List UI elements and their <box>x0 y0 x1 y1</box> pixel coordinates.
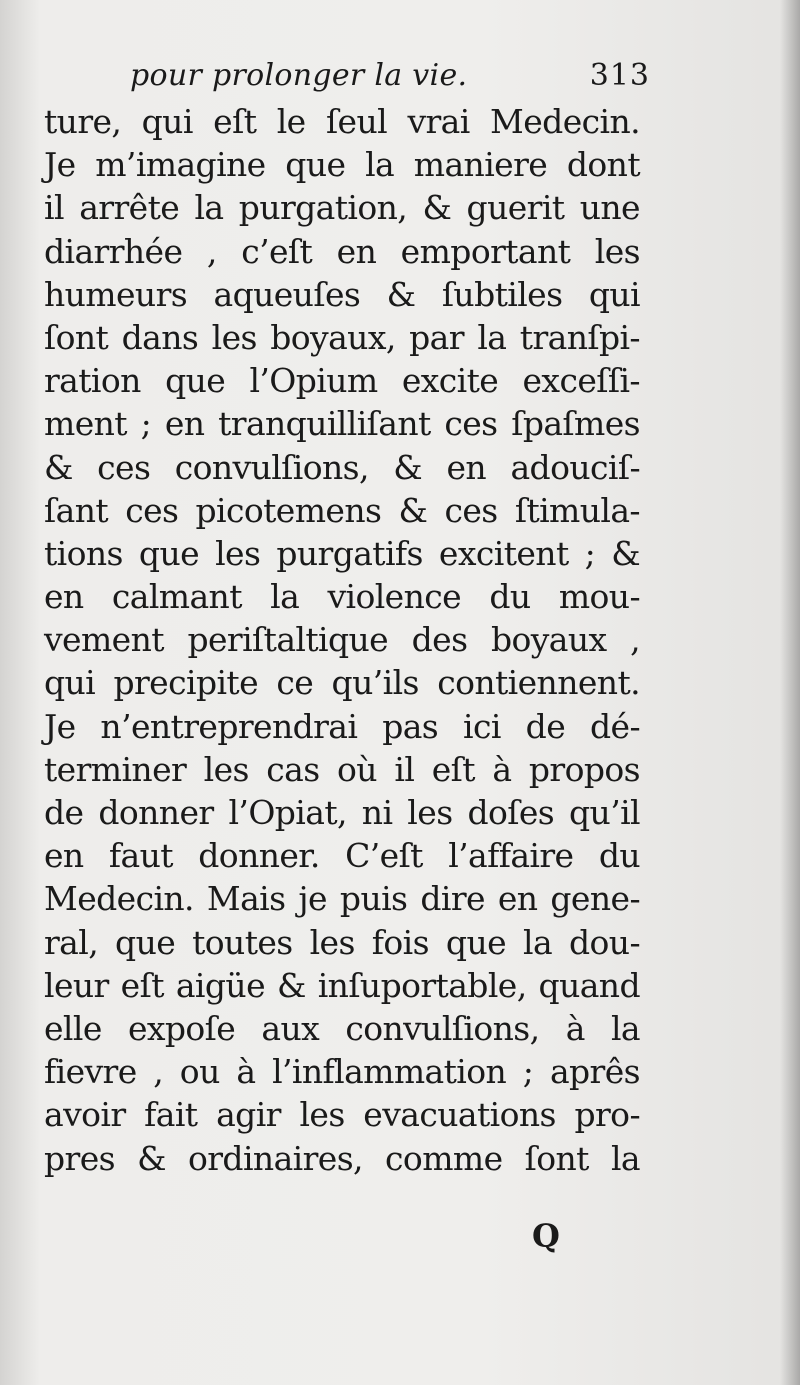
text-line: ment ; en tranquilliſant ces ſpaſmes <box>44 404 640 444</box>
text-line: ration que l’Opium excite exceſſi- <box>44 361 640 401</box>
text-line: qui precipite ce qu’ils contiennent. <box>44 663 640 703</box>
text-line: humeurs aqueuſes & ſubtiles qui <box>44 274 640 314</box>
text-line: ral, que toutes les fois que la dou- <box>44 922 640 962</box>
text-line: Je n’entreprendrai pas ici de dé- <box>44 706 640 746</box>
page-edge-shadow <box>780 0 800 1385</box>
text-line: avoir fait agir les evacuations pro- <box>44 1095 640 1135</box>
text-line: ſant ces picotemens & ces ſtimula- <box>44 490 640 530</box>
text-line: leur eſt aigüe & inſuportable, quand <box>44 965 640 1005</box>
text-line: pres & ordinaires, comme ſont la <box>44 1138 640 1178</box>
text-line: de donner l’Opiat, ni les doſes qu’il <box>44 793 640 832</box>
text-line: ture, qui eſt le ſeul vrai Medecin. <box>44 102 640 141</box>
text-line: ſont dans les boyaux, par la tranſpi- <box>44 317 640 357</box>
body-text <box>44 100 640 1180</box>
text-line: en calmant la violence du mou- <box>44 577 640 617</box>
text-line: vement periſtaltique des boyaux , <box>44 620 640 660</box>
text-line: il arrête la purgation, & guerit une <box>44 188 640 228</box>
signature-mark: Q <box>532 1217 560 1255</box>
text-line: fievre , ou à l’inflammation ; aprês <box>44 1052 640 1092</box>
text-line: & ces convulſions, & en adouciſ- <box>44 447 640 487</box>
text-line: elle expoſe aux convulſions, à la <box>44 1008 640 1048</box>
page-number: 313 <box>589 58 650 93</box>
text-line: terminer les cas où il eſt à propos <box>44 749 640 789</box>
text-line: tions que les purgatifs excitent ; & <box>44 533 640 573</box>
running-title: pour prolonger la vie. <box>130 58 468 93</box>
text-line: en faut donner. C’eſt l’affaire du <box>44 836 640 876</box>
page-header <box>130 56 650 100</box>
text-line: diarrhée , c’eſt en emportant les <box>44 231 640 271</box>
text-line: Medecin. Mais je puis dire en gene- <box>44 879 640 919</box>
text-line: Je m’imagine que la maniere dont <box>44 145 640 185</box>
